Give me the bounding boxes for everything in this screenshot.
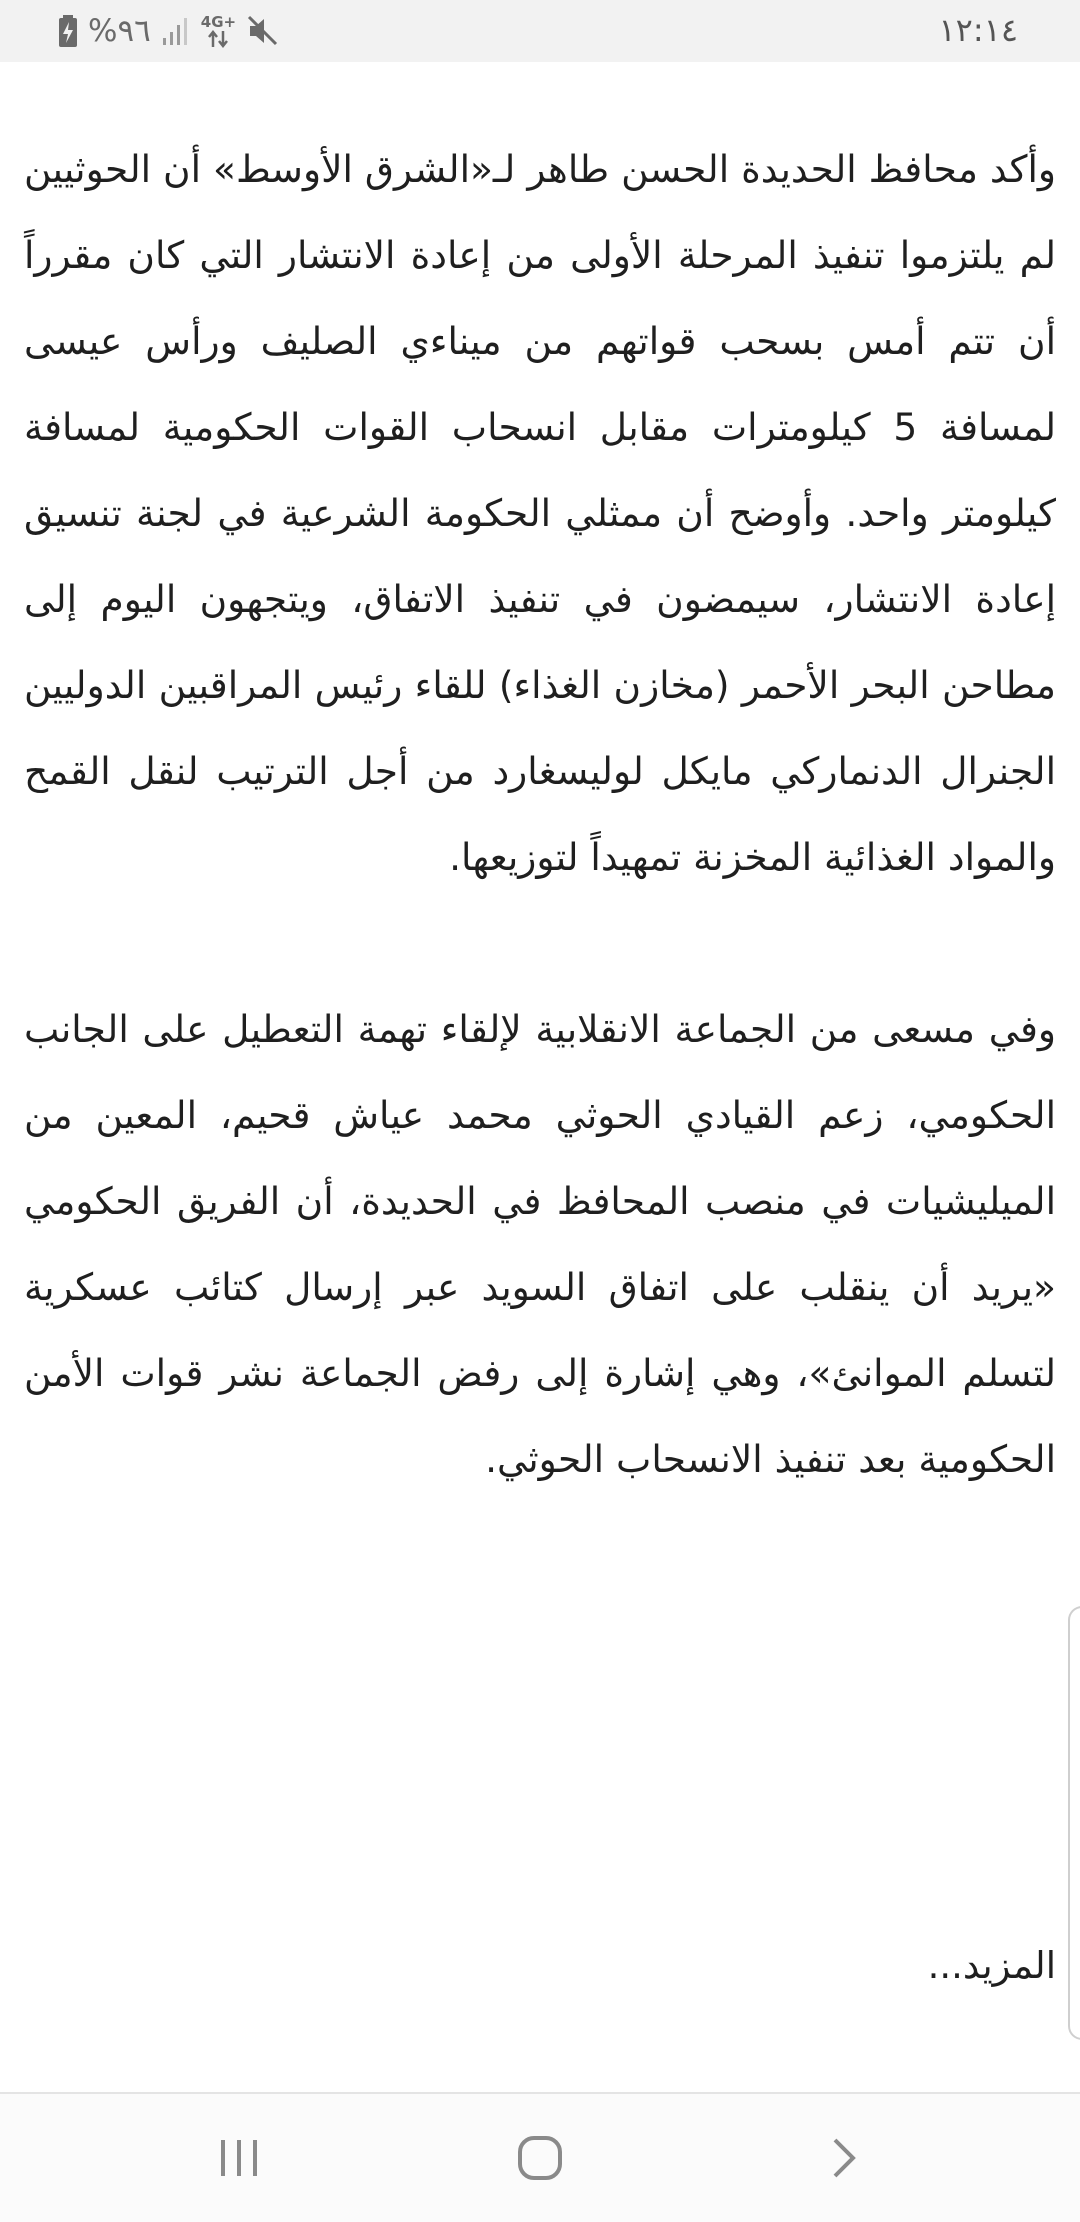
clock: ١٢:١٤ <box>938 11 1018 49</box>
navigation-bar <box>0 2092 1080 2222</box>
network-type: 4G+ <box>200 12 237 31</box>
home-icon <box>517 2135 563 2181</box>
home-button[interactable] <box>495 2118 585 2198</box>
article-paragraph-2: وفي مسعى من الجماعة الانقلابية لإلقاء تهمة التعطيل على الجانب الحكومي، زعم القيادي الحوثي محمد عياش قحيم، المعين من الميليشيات في منصب المحافظ في الحديدة، أن الفريق الحكومي «يريد أن ينقلب على اتفاق السويد عبر إرسال كتائب عسكرية لتسلم الموانئ»، وهي إشارة إلى رفض الجماعة نشر قوات الأمن الحكومية بعد تنفيذ الانسحاب الحوثي. <box>24 1007 1056 1481</box>
battery-charging-icon <box>58 15 78 47</box>
mute-icon <box>246 15 280 47</box>
edge-panel-handle[interactable] <box>1068 1606 1080 2040</box>
recent-apps-icon <box>217 2138 261 2178</box>
status-bar <box>0 0 1080 62</box>
back-icon <box>827 2136 859 2180</box>
status-icons <box>58 12 280 50</box>
battery-percent: %٩٦ <box>88 13 151 49</box>
data-arrows-icon <box>200 12 237 48</box>
article-paragraph-1: وأكد محافظ الحديدة الحسن طاهر لـ«الشرق الأوسط» أن الحوثيين لم يلتزموا تنفيذ المرحلة الأولى من إعادة الانتشار التي كان مقرراً أن تتم أمس بسحب قواتهم من ميناءي الصليف ورأس عيسى لمسافة 5 كيلومترات مقابل انسحاب القوات الحكومية لمسافة كيلومتر واحد. وأوضح أن ممثلي الحكومة الشرعية في لجنة تنسيق إعادة الانتشار، سيمضون في تنفيذ الاتفاق، ويتجهون اليوم إلى مطاحن البحر الأحمر (مخازن الغذاء) للقاء رئيس المراقبين الدوليين الجنرال الدنماركي مايكل لوليسغارد من أجل الترتيب لنقل القمح والمواد الغذائية المخزنة تمهيداً لتوزيعها. <box>24 147 1056 879</box>
recent-apps-button[interactable] <box>194 2118 284 2198</box>
more-link[interactable]: المزيد... <box>927 1944 1056 1987</box>
article-body <box>24 126 1056 1502</box>
back-button[interactable] <box>798 2118 888 2198</box>
signal-icon <box>161 16 191 46</box>
